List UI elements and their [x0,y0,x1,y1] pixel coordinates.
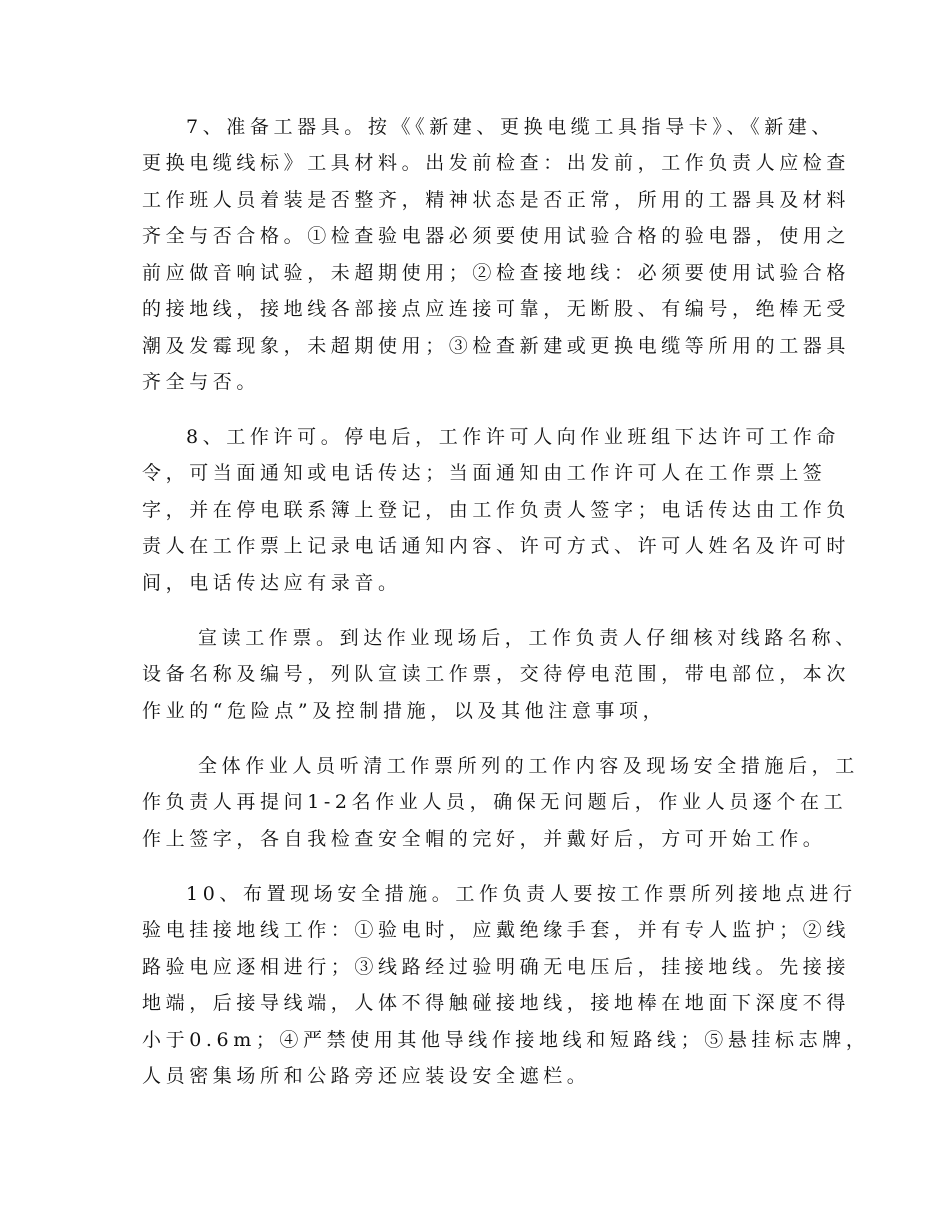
text-line: 全体作业人员听清工作票所列的工作内容及现场安全措施后，工 [198,755,859,777]
text-line: 间，电话传达应有录音。 [142,572,402,594]
text-line: 8、工作许可。停电后，工作许可人向作业班组下达许可工作命 [186,426,840,448]
text-line: 地端，后接导线端，人体不得触碰接地线，接地棒在地面下深度不得 [142,992,851,1014]
text-line: 令，可当面通知或电话传达；当面通知由工作许可人在工作票上签 [142,462,827,484]
text-line: 工作班人员着装是否整齐，精神状态是否正常，所用的工器具及材料 [142,189,851,211]
text-line: 字，并在停电联系簿上登记，由工作负责人签字；电话传达由工作负 [142,499,851,521]
text-line: 责人在工作票上记录电话通知内容、许可方式、许可人姓名及许可时 [142,535,851,557]
text-line: 7、准备工器具。按《《新建、更换电缆工具指导卡》、《新建、 [186,116,835,138]
text-line: 作业的“危险点”及控制措施，以及其他注意事项， [142,700,667,722]
text-line: 作负责人再提问1-2名作业人员，确保无问题后，作业人员逐个在工 [142,791,848,813]
text-line: 齐全与否。 [142,371,261,393]
text-line: 路验电应逐相进行；③线路经过验明确无电压后，挂接地线。先接接 [142,956,851,978]
text-line: 作上签字，各自我检查安全帽的完好，并戴好后，方可开始工作。 [142,828,827,850]
text-line: 验电挂接地线工作：①验电时，应戴绝缘手套，并有专人监护；②线 [142,919,851,941]
text-line: 齐全与否合格。①检查验电器必须要使用试验合格的验电器，使用之 [142,225,851,247]
text-line: 宣读工作票。到达作业现场后，工作负责人仔细核对线路名称、 [198,627,859,649]
text-line: 前应做音响试验，未超期使用；②检查接地线：必须要使用试验合格 [142,262,851,284]
text-line: 的接地线，接地线各部接点应连接可靠，无断股、有编号，绝棒无受 [142,298,851,320]
text-line: 设备名称及编号，列队宣读工作票，交待停电范围，带电部位，本次 [142,663,851,685]
text-line: 潮及发霉现象，未超期使用；③检查新建或更换电缆等所用的工器具 [142,335,851,357]
text-line: 人员密集场所和公路旁还应装设安全遮栏。 [142,1065,591,1087]
text-line: 小于0.6m；④严禁使用其他导线作接地线和短路线；⑤悬挂标志牌， [142,1029,870,1051]
text-line: 更换电缆线标》工具材料。出发前检查：出发前，工作负责人应检查 [142,152,851,174]
text-line: 10、布置现场安全措施。工作负责人要按工作票所列接地点进行 [186,883,857,905]
